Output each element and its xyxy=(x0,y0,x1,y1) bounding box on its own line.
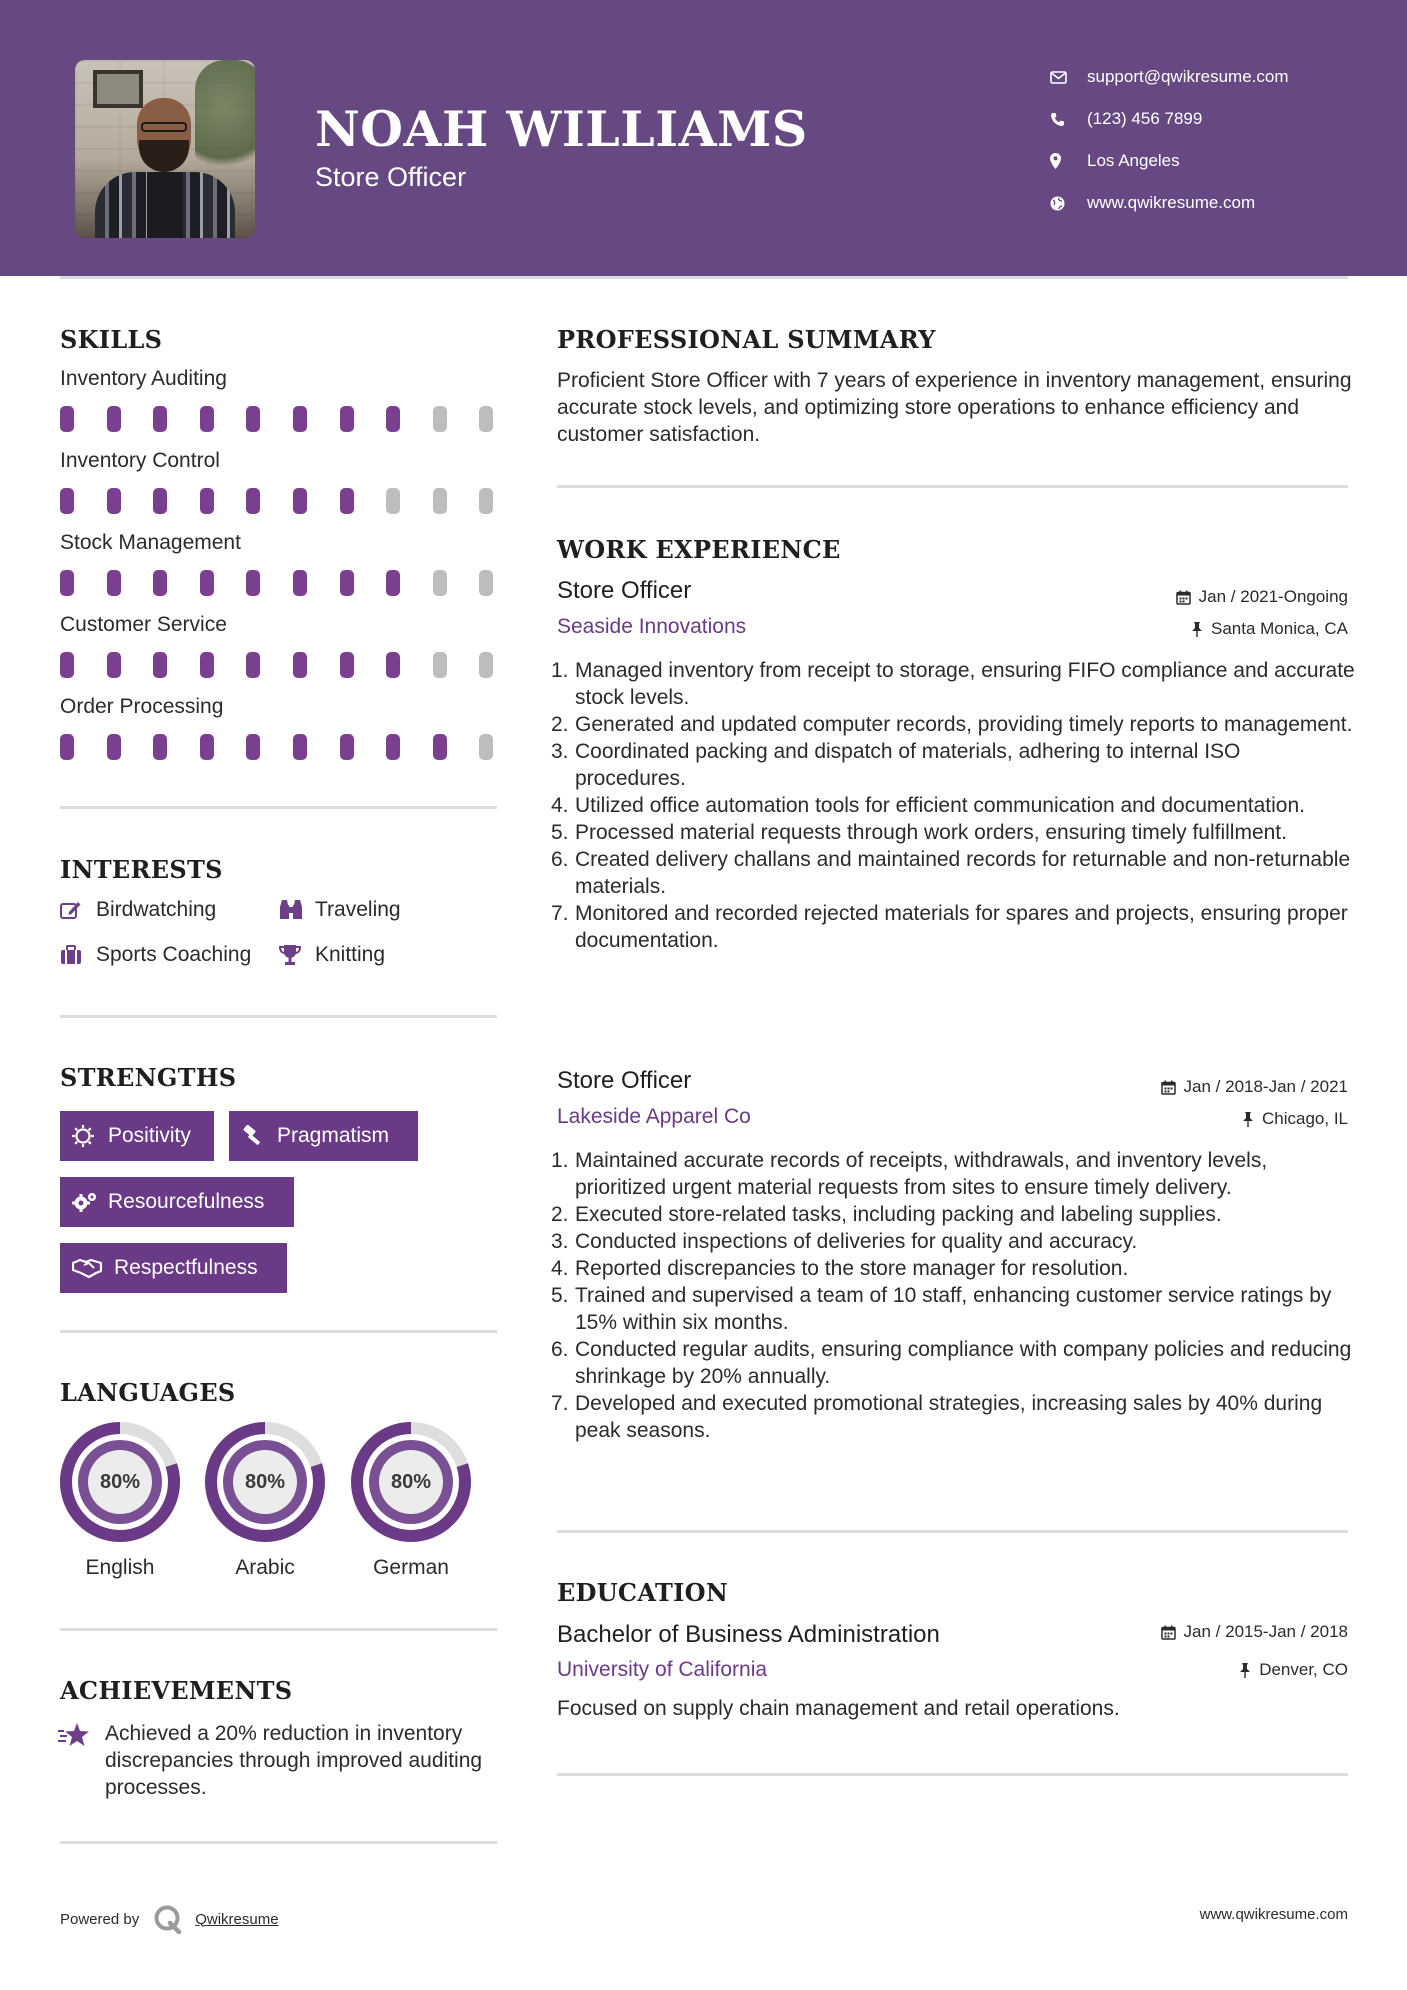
duty-item: 2. Executed store-related tasks, including packing and labeling supplies. xyxy=(551,1203,1222,1226)
skill-dot-empty xyxy=(386,488,400,514)
interest-label: Sports Coaching xyxy=(96,943,252,966)
skill-rating xyxy=(60,488,500,514)
job-location-text: Santa Monica, CA xyxy=(1210,619,1348,638)
skill-dot-empty xyxy=(479,734,493,760)
education-school: University of California xyxy=(557,1658,768,1681)
strengths-title: STRENGTHS xyxy=(60,1063,237,1092)
skill-dot-filled xyxy=(246,734,260,760)
calendar-icon xyxy=(1176,590,1191,605)
header-divider xyxy=(60,276,1348,279)
contact-location-text: Los Angeles xyxy=(1087,151,1180,170)
education-title: EDUCATION xyxy=(557,1578,729,1607)
phone-icon xyxy=(1050,112,1087,127)
languages-title: LANGUAGES xyxy=(60,1378,236,1407)
skill-dot-filled xyxy=(153,488,167,514)
duty-item: 6. Created delivery challans and maintained records for returnable and non-returnable materials. xyxy=(551,848,1351,898)
strength-label: Resourcefulness xyxy=(108,1190,265,1213)
language-percent: 80% xyxy=(390,1470,432,1493)
contact-list xyxy=(1050,56,1390,224)
skill-dot-filled xyxy=(293,570,307,596)
language-item xyxy=(351,1422,471,1579)
skills-divider xyxy=(60,806,497,809)
job-date-text: Jan / 2021-Ongoing xyxy=(1198,587,1348,606)
skill-dot-filled xyxy=(340,406,354,432)
skill-dot-filled xyxy=(200,570,214,596)
skill-dot-filled xyxy=(60,406,74,432)
duty-item: 5. Processed material requests through work orders, ensuring timely fulfillment. xyxy=(551,821,1287,844)
strength-chip xyxy=(60,1111,214,1161)
language-item xyxy=(60,1422,180,1579)
skill-rating xyxy=(60,406,500,432)
strength-chip xyxy=(229,1111,418,1161)
skill-dot-filled xyxy=(153,734,167,760)
duty-item: 4. Utilized office automation tools for efficient communication and documentation. xyxy=(551,794,1305,817)
job-title: Store Officer xyxy=(557,1067,692,1094)
contact-email-text: support@qwikresume.com xyxy=(1087,67,1289,86)
languages-divider xyxy=(60,1628,497,1631)
duty-item: 1. Maintained accurate records of receipts, withdrawals, and inventory levels, prioritized urgent material requests from sites to ensure timely delivery. xyxy=(551,1149,1268,1199)
duty-item: 4. Reported discrepancies to the store manager for resolution. xyxy=(551,1257,1129,1280)
skills-title: SKILLS xyxy=(60,325,163,354)
achievements-divider xyxy=(60,1841,497,1844)
interest-item xyxy=(279,943,385,967)
job-location-text: Chicago, IL xyxy=(1262,1109,1348,1128)
map-marker-icon xyxy=(1050,153,1087,169)
handshake-icon xyxy=(72,1258,114,1278)
skill-dot-filled xyxy=(107,652,121,678)
experience-title: WORK EXPERIENCE xyxy=(557,535,841,564)
skill-dot-filled xyxy=(60,570,74,596)
skill-dot-filled xyxy=(153,406,167,432)
sun-icon xyxy=(72,1125,108,1147)
skill-dot-empty xyxy=(479,488,493,514)
resume-header xyxy=(0,0,1407,276)
education-degree: Bachelor of Business Administration xyxy=(557,1621,940,1648)
skill-dot-filled xyxy=(433,734,447,760)
profile-photo xyxy=(75,60,255,238)
education-location-text: Denver, CO xyxy=(1259,1660,1348,1679)
duty-item: 2. Generated and updated computer records, providing timely reports to management. xyxy=(551,713,1353,736)
trophy-icon xyxy=(279,944,315,966)
qwikresume-link[interactable]: Qwikresume xyxy=(195,1910,279,1928)
education-location xyxy=(1239,1660,1348,1680)
globe-icon xyxy=(1050,196,1087,211)
strength-chip xyxy=(60,1243,287,1293)
star-icon xyxy=(58,1722,90,1753)
skill-dot-empty xyxy=(433,570,447,596)
duty-item: 7. Developed and executed promotional strategies, increasing sales by 40% during peak seasons. xyxy=(551,1392,1323,1442)
skill-dot-filled xyxy=(340,652,354,678)
powered-by xyxy=(60,1904,279,1934)
interest-item xyxy=(60,943,251,967)
skill-dot-filled xyxy=(153,570,167,596)
skill-name: Order Processing xyxy=(60,695,224,718)
job-date-text: Jan / 2018-Jan / 2021 xyxy=(1183,1077,1348,1096)
skill-dot-empty xyxy=(479,406,493,432)
duty-item: 1. Managed inventory from receipt to storage, ensuring FIFO compliance and accurate stock levels. xyxy=(551,659,1355,709)
candidate-name: NOAH WILLIAMS xyxy=(315,100,808,158)
footer-url[interactable]: www.qwikresume.com xyxy=(1199,1906,1348,1923)
job-location xyxy=(1191,619,1348,639)
contact-website-text: www.qwikresume.com xyxy=(1087,193,1256,212)
skill-dot-filled xyxy=(386,406,400,432)
language-name: English xyxy=(85,1556,155,1579)
skill-dot-filled xyxy=(246,652,260,678)
skill-dot-filled xyxy=(107,570,121,596)
skill-dot-empty xyxy=(433,488,447,514)
interest-item xyxy=(279,898,401,922)
interest-item xyxy=(60,898,216,922)
skill-dot-filled xyxy=(386,652,400,678)
contact-phone[interactable] xyxy=(1050,98,1390,140)
summary-divider xyxy=(557,485,1348,488)
strength-label: Pragmatism xyxy=(277,1124,390,1147)
skill-rating xyxy=(60,570,500,596)
interests-divider xyxy=(60,1015,497,1018)
language-item xyxy=(205,1422,325,1579)
duty-item: 7. Monitored and recorded rejected materials for spares and projects, ensuring proper documentation. xyxy=(551,902,1348,952)
language-name: German xyxy=(373,1556,449,1579)
strength-chip xyxy=(60,1177,294,1227)
skill-name: Inventory Auditing xyxy=(60,367,227,390)
skill-name: Inventory Control xyxy=(60,449,220,472)
job-title: Store Officer xyxy=(557,577,692,604)
job-date xyxy=(1176,587,1348,607)
cogs-icon xyxy=(72,1191,108,1213)
summary-text: Proficient Store Officer with 7 years of experience in inventory management, ensuring accurate stock levels, and optimizing store operations to enhance efficiency and customer satisfaction. xyxy=(557,369,1352,446)
experience-divider xyxy=(557,1530,1348,1533)
skill-dot-filled xyxy=(200,734,214,760)
skill-dot-filled xyxy=(107,406,121,432)
strength-label: Respectfulness xyxy=(114,1256,258,1279)
job-company: Seaside Innovations xyxy=(557,615,747,638)
skill-dot-empty xyxy=(433,652,447,678)
skill-dot-filled xyxy=(200,406,214,432)
interests-title: INTERESTS xyxy=(60,855,223,884)
language-name: Arabic xyxy=(235,1556,295,1579)
skill-dot-filled xyxy=(107,734,121,760)
briefcase-icon xyxy=(60,945,96,965)
skill-dot-filled xyxy=(246,406,260,432)
edit-icon xyxy=(60,900,96,920)
achievement-text: Achieved a 20% reduction in inventory discrepancies through improved auditing processes. xyxy=(105,1722,483,1799)
skill-dot-filled xyxy=(60,488,74,514)
education-date-text: Jan / 2015-Jan / 2018 xyxy=(1183,1622,1348,1641)
skill-dot-filled xyxy=(200,652,214,678)
skill-dot-filled xyxy=(246,488,260,514)
candidate-role: Store Officer xyxy=(315,162,467,192)
calendar-icon xyxy=(1161,1625,1176,1640)
skill-dot-empty xyxy=(479,570,493,596)
binoculars-icon xyxy=(279,899,315,921)
education-divider xyxy=(557,1773,1348,1776)
pin-icon xyxy=(1239,1663,1251,1678)
pin-icon xyxy=(1242,1112,1254,1127)
pin-icon xyxy=(1191,622,1203,637)
skill-dot-filled xyxy=(60,652,74,678)
skill-dot-filled xyxy=(386,570,400,596)
skill-dot-empty xyxy=(479,652,493,678)
contact-email[interactable] xyxy=(1050,56,1390,98)
skill-dot-filled xyxy=(107,488,121,514)
education-date xyxy=(1161,1622,1348,1642)
gavel-icon xyxy=(241,1125,277,1147)
skill-dot-filled xyxy=(293,734,307,760)
education-description: Focused on supply chain management and retail operations. xyxy=(557,1697,1120,1720)
skill-dot-filled xyxy=(293,488,307,514)
job-company: Lakeside Apparel Co xyxy=(557,1105,751,1128)
skill-dot-filled xyxy=(340,734,354,760)
skill-dot-filled xyxy=(340,570,354,596)
duty-item: 3. Conducted inspections of deliveries for quality and accuracy. xyxy=(551,1230,1138,1253)
job-duties xyxy=(551,1147,1357,1444)
duty-item: 5. Trained and supervised a team of 10 staff, enhancing customer service ratings by 15% within six months. xyxy=(551,1284,1332,1334)
qwikresume-logo-icon xyxy=(153,1904,183,1934)
calendar-icon xyxy=(1161,1080,1176,1095)
interest-label: Birdwatching xyxy=(96,898,217,921)
skill-dot-empty xyxy=(433,406,447,432)
skill-dot-filled xyxy=(386,734,400,760)
skill-dot-filled xyxy=(340,488,354,514)
powered-by-label: Powered by xyxy=(60,1910,140,1928)
skill-rating xyxy=(60,734,500,760)
skill-dot-filled xyxy=(293,406,307,432)
interest-label: Traveling xyxy=(315,898,401,921)
duty-item: 6. Conducted regular audits, ensuring compliance with company policies and reducing shrinkage by 20% annually. xyxy=(551,1338,1352,1388)
skill-name: Stock Management xyxy=(60,531,241,554)
skill-dot-filled xyxy=(246,570,260,596)
summary-title: PROFESSIONAL SUMMARY xyxy=(557,325,936,354)
duty-item: 3. Coordinated packing and dispatch of materials, adhering to internal ISO procedures. xyxy=(551,740,1241,790)
envelope-icon xyxy=(1050,71,1087,84)
skill-dot-filled xyxy=(60,734,74,760)
skill-rating xyxy=(60,652,500,678)
job-location xyxy=(1242,1109,1348,1129)
interest-label: Knitting xyxy=(315,943,386,966)
skill-dot-filled xyxy=(200,488,214,514)
strengths-divider xyxy=(60,1330,497,1333)
achievements-title: ACHIEVEMENTS xyxy=(60,1676,293,1705)
job-duties xyxy=(551,657,1357,954)
strength-label: Positivity xyxy=(108,1124,191,1147)
contact-website[interactable] xyxy=(1050,182,1390,224)
language-percent: 80% xyxy=(244,1470,286,1493)
contact-phone-text: (123) 456 7899 xyxy=(1087,109,1203,128)
skill-dot-filled xyxy=(153,652,167,678)
job-date xyxy=(1161,1077,1348,1097)
skill-name: Customer Service xyxy=(60,613,227,636)
language-percent: 80% xyxy=(99,1470,141,1493)
contact-location xyxy=(1050,140,1390,182)
skill-dot-filled xyxy=(293,652,307,678)
